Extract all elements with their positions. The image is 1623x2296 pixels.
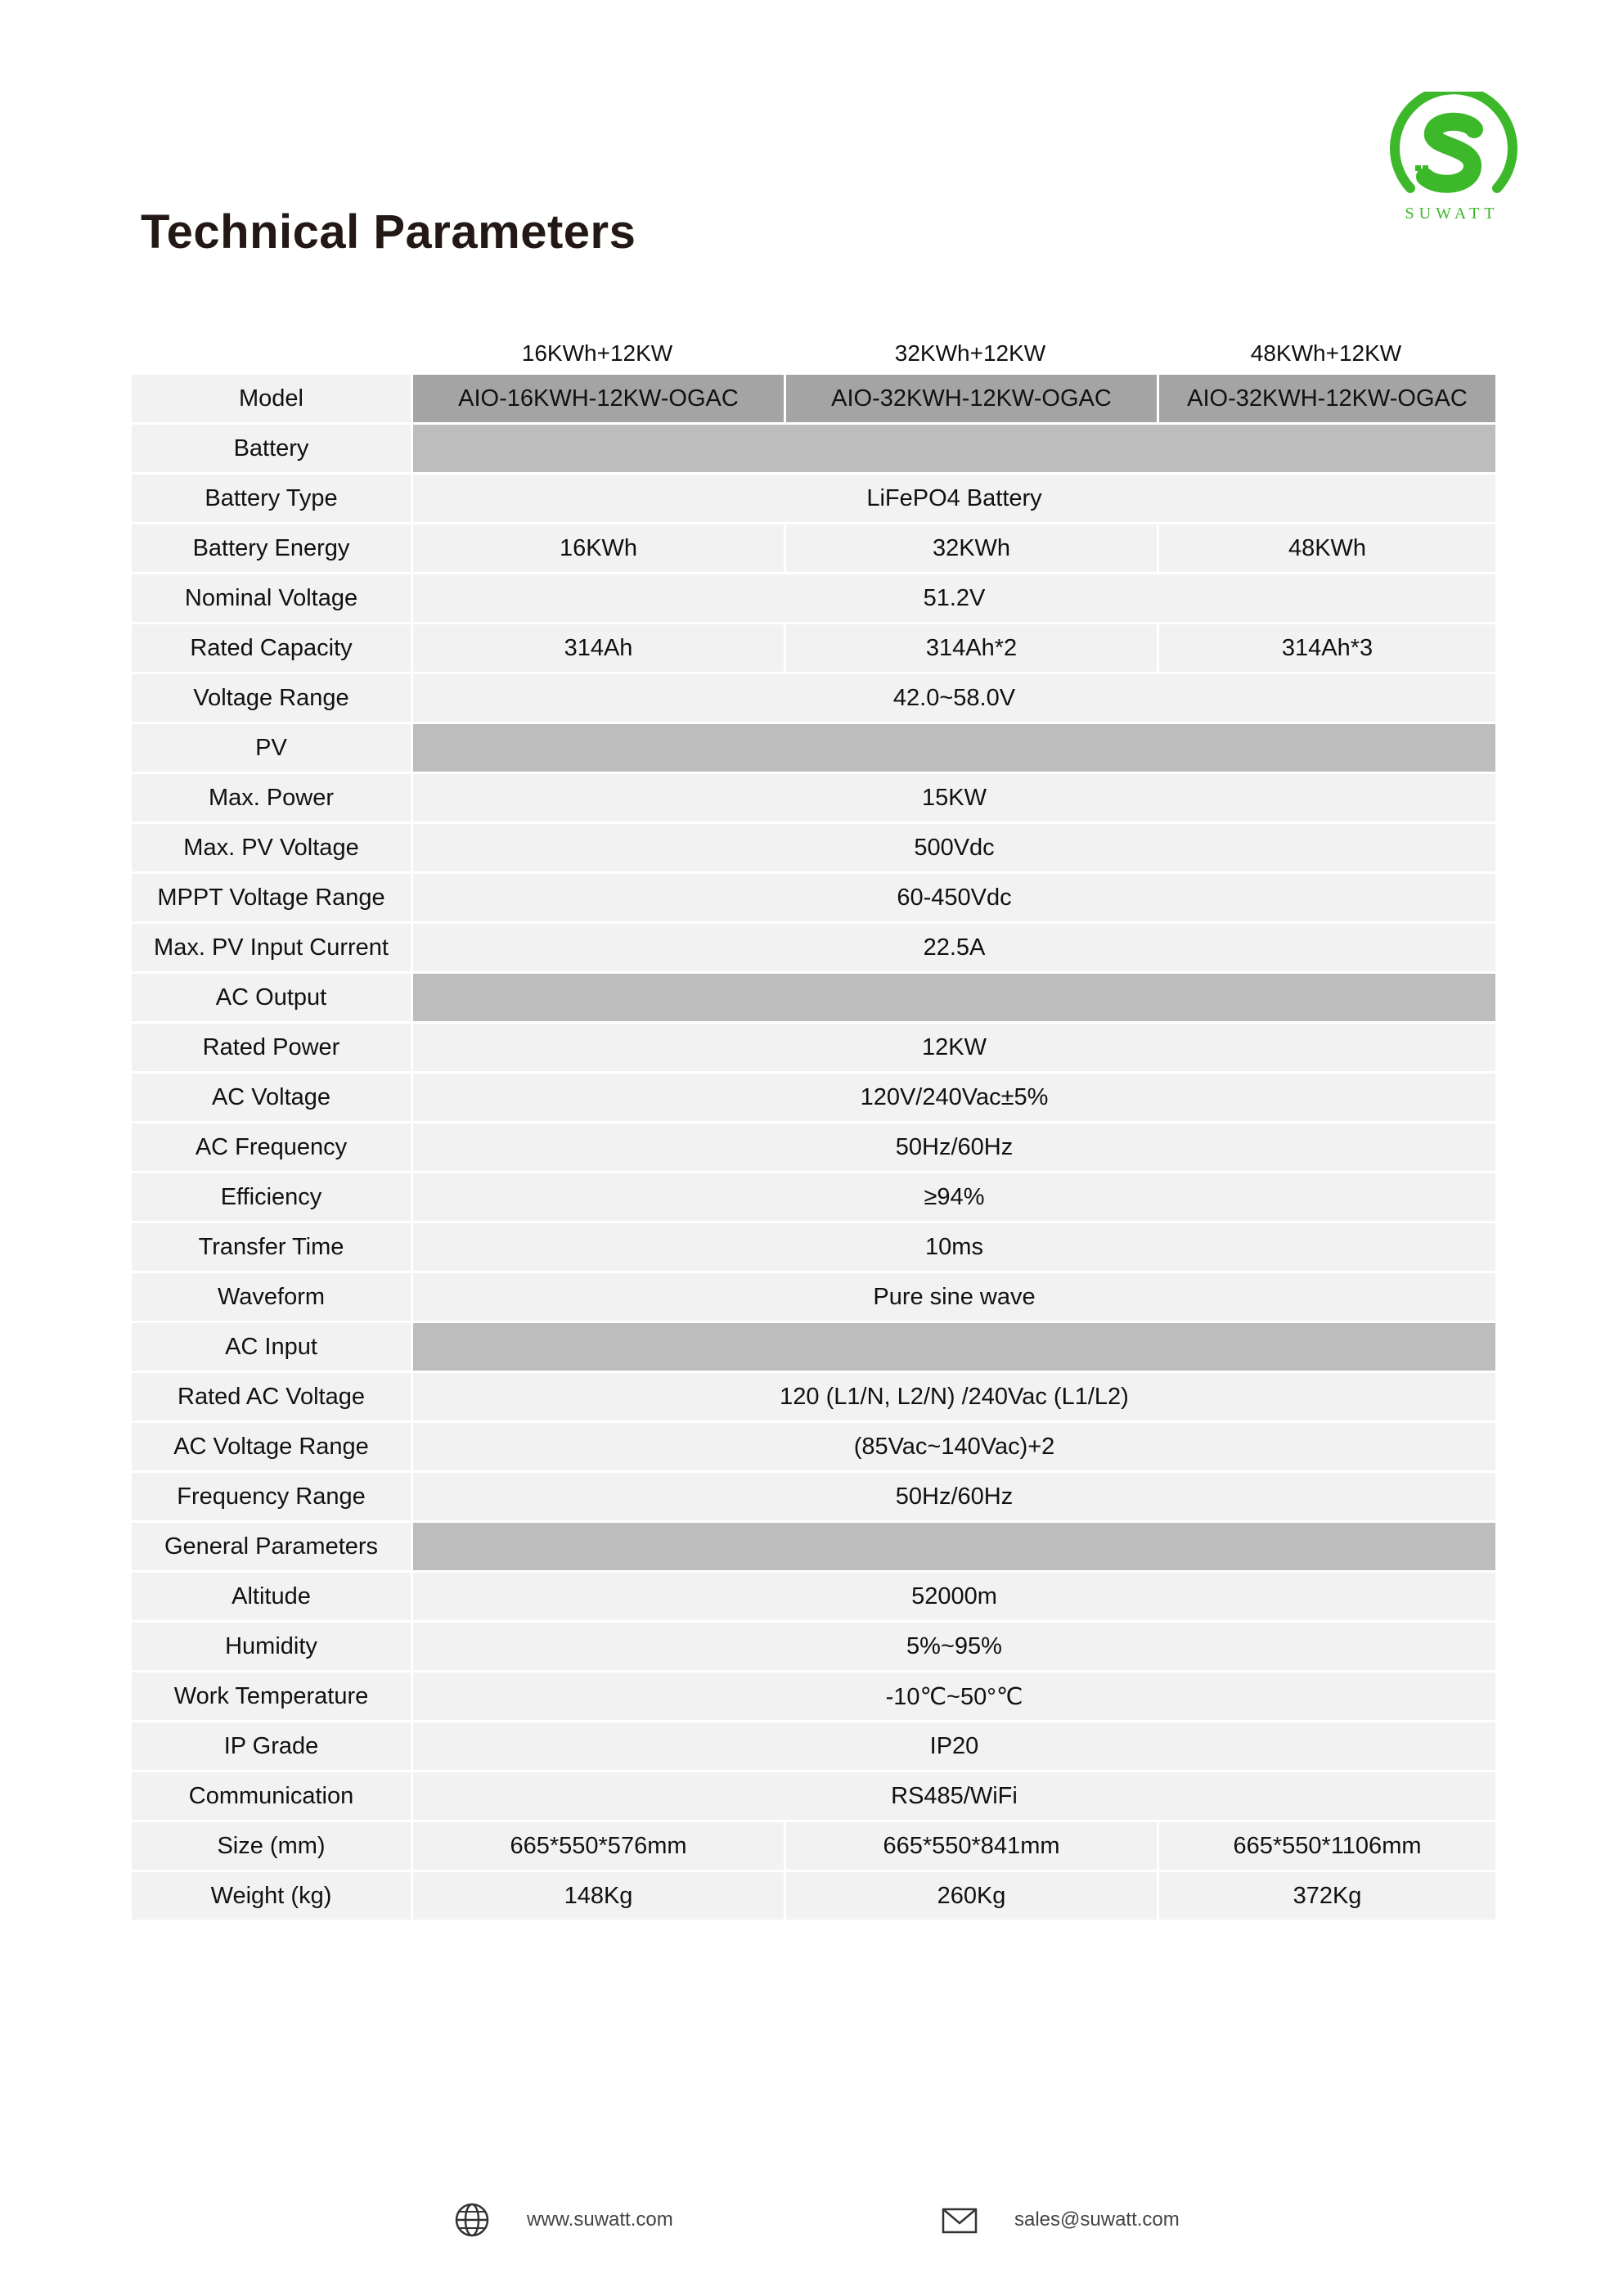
row-value: 148Kg	[412, 1871, 785, 1921]
section-label: AC Output	[131, 973, 412, 1023]
row-label: Battery Type	[131, 474, 412, 524]
table-row	[131, 1821, 1497, 1871]
row-value: ≥94%	[412, 1173, 1497, 1222]
table-row	[131, 1123, 1497, 1173]
table-row	[131, 873, 1497, 923]
table-row	[131, 574, 1497, 624]
table-row	[131, 1173, 1497, 1222]
section-label: PV	[131, 723, 412, 773]
row-value: 48KWh	[1158, 524, 1497, 574]
section-header-row	[131, 723, 1497, 773]
section-spacer	[412, 723, 1497, 773]
row-label: IP Grade	[131, 1722, 412, 1772]
section-spacer	[412, 1522, 1497, 1572]
row-label: MPPT Voltage Range	[131, 873, 412, 923]
table-row	[131, 1772, 1497, 1821]
table-row	[131, 1622, 1497, 1672]
row-value: RS485/WiFi	[412, 1772, 1497, 1821]
table-row	[131, 474, 1497, 524]
row-label: Transfer Time	[131, 1222, 412, 1272]
section-header-row	[131, 1322, 1497, 1372]
row-value: 15KW	[412, 773, 1497, 823]
logo-wordmark: SUWATT	[1405, 205, 1499, 223]
table-row	[131, 1422, 1497, 1472]
model-value: AIO-16KWH-12KW-OGAC	[412, 374, 785, 424]
model-value: AIO-32KWH-12KW-OGAC	[1158, 374, 1497, 424]
row-value: LiFePO4 Battery	[412, 474, 1497, 524]
row-label: Frequency Range	[131, 1472, 412, 1522]
row-label: Rated Capacity	[131, 624, 412, 673]
row-label: Nominal Voltage	[131, 574, 412, 624]
table-row	[131, 923, 1497, 973]
row-value: (85Vac~140Vac)+2	[412, 1422, 1497, 1472]
table-row	[131, 1572, 1497, 1622]
row-label: Work Temperature	[131, 1672, 412, 1722]
row-label: Efficiency	[131, 1173, 412, 1222]
row-label: AC Frequency	[131, 1123, 412, 1173]
globe-icon	[453, 2201, 491, 2239]
table-row	[131, 1073, 1497, 1123]
row-label: Altitude	[131, 1572, 412, 1622]
row-value: 5%~95%	[412, 1622, 1497, 1672]
section-label: General Parameters	[131, 1522, 412, 1572]
section-spacer	[412, 1322, 1497, 1372]
row-label: Battery Energy	[131, 524, 412, 574]
variant-label: 32KWh+12KW	[894, 340, 1046, 366]
page-title: Technical Parameters	[141, 205, 636, 259]
section-header-row	[131, 1522, 1497, 1572]
row-label: Model	[131, 374, 412, 424]
row-label: Rated Power	[131, 1023, 412, 1073]
table-row	[131, 1222, 1497, 1272]
row-label: Voltage Range	[131, 673, 412, 723]
row-value: 314Ah*3	[1158, 624, 1497, 673]
table-row	[131, 624, 1497, 673]
row-label: Rated AC Voltage	[131, 1372, 412, 1422]
variant-label: 48KWh+12KW	[1250, 340, 1402, 366]
row-value: 60-450Vdc	[412, 873, 1497, 923]
row-value: Pure sine wave	[412, 1272, 1497, 1322]
table-row	[131, 1272, 1497, 1322]
table-row	[131, 773, 1497, 823]
row-value: 32KWh	[785, 524, 1158, 574]
row-label: Weight (kg)	[131, 1871, 412, 1921]
row-value: 372Kg	[1158, 1871, 1497, 1921]
row-label: AC Voltage Range	[131, 1422, 412, 1472]
row-value: 42.0~58.0V	[412, 673, 1497, 723]
section-header-row	[131, 973, 1497, 1023]
row-value: 10ms	[412, 1222, 1497, 1272]
row-label: Max. Power	[131, 773, 412, 823]
row-value: -10℃~50°℃	[412, 1672, 1497, 1722]
row-value: 665*550*1106mm	[1158, 1821, 1497, 1871]
row-value: IP20	[412, 1722, 1497, 1772]
row-value: 22.5A	[412, 923, 1497, 973]
mail-icon	[941, 2201, 978, 2239]
row-value: 51.2V	[412, 574, 1497, 624]
row-value: 500Vdc	[412, 823, 1497, 873]
row-label: AC Voltage	[131, 1073, 412, 1123]
model-value: AIO-32KWH-12KW-OGAC	[785, 374, 1158, 424]
logo-mark-icon	[1382, 92, 1522, 206]
table-row	[131, 673, 1497, 723]
row-value: 50Hz/60Hz	[412, 1123, 1497, 1173]
row-value: 665*550*576mm	[412, 1821, 785, 1871]
row-value: 120V/240Vac±5%	[412, 1073, 1497, 1123]
row-value: 50Hz/60Hz	[412, 1472, 1497, 1522]
section-label: AC Input	[131, 1322, 412, 1372]
row-label: Size (mm)	[131, 1821, 412, 1871]
row-value: 120 (L1/N, L2/N) /240Vac (L1/L2)	[412, 1372, 1497, 1422]
footer-email	[941, 2201, 1180, 2239]
row-label: Waveform	[131, 1272, 412, 1322]
table-row	[131, 524, 1497, 574]
row-label: Max. PV Input Current	[131, 923, 412, 973]
section-spacer	[412, 424, 1497, 474]
row-value: 314Ah*2	[785, 624, 1158, 673]
variant-label: 16KWh+12KW	[521, 340, 673, 366]
table-row	[131, 1023, 1497, 1073]
row-value: 16KWh	[412, 524, 785, 574]
model-row	[131, 374, 1497, 424]
table-row	[131, 1722, 1497, 1772]
row-label: Communication	[131, 1772, 412, 1821]
section-spacer	[412, 973, 1497, 1023]
row-value: 12KW	[412, 1023, 1497, 1073]
suwatt-logo	[1382, 92, 1522, 231]
table-row	[131, 1472, 1497, 1522]
table-row	[131, 1372, 1497, 1422]
row-value: 314Ah	[412, 624, 785, 673]
section-label: Battery	[131, 424, 412, 474]
row-label: Humidity	[131, 1622, 412, 1672]
technical-parameters-table	[129, 372, 1498, 1922]
variant-header-row	[129, 335, 1495, 371]
table-row	[131, 1871, 1497, 1921]
table-row	[131, 823, 1497, 873]
row-value: 52000m	[412, 1572, 1497, 1622]
email-link[interactable]: sales@suwatt.com	[1014, 2208, 1180, 2231]
row-value: 260Kg	[785, 1871, 1158, 1921]
row-label: Max. PV Voltage	[131, 823, 412, 873]
footer-website	[453, 2201, 673, 2239]
row-value: 665*550*841mm	[785, 1821, 1158, 1871]
section-header-row	[131, 424, 1497, 474]
website-link[interactable]: www.suwatt.com	[527, 2208, 673, 2231]
table-row	[131, 1672, 1497, 1722]
